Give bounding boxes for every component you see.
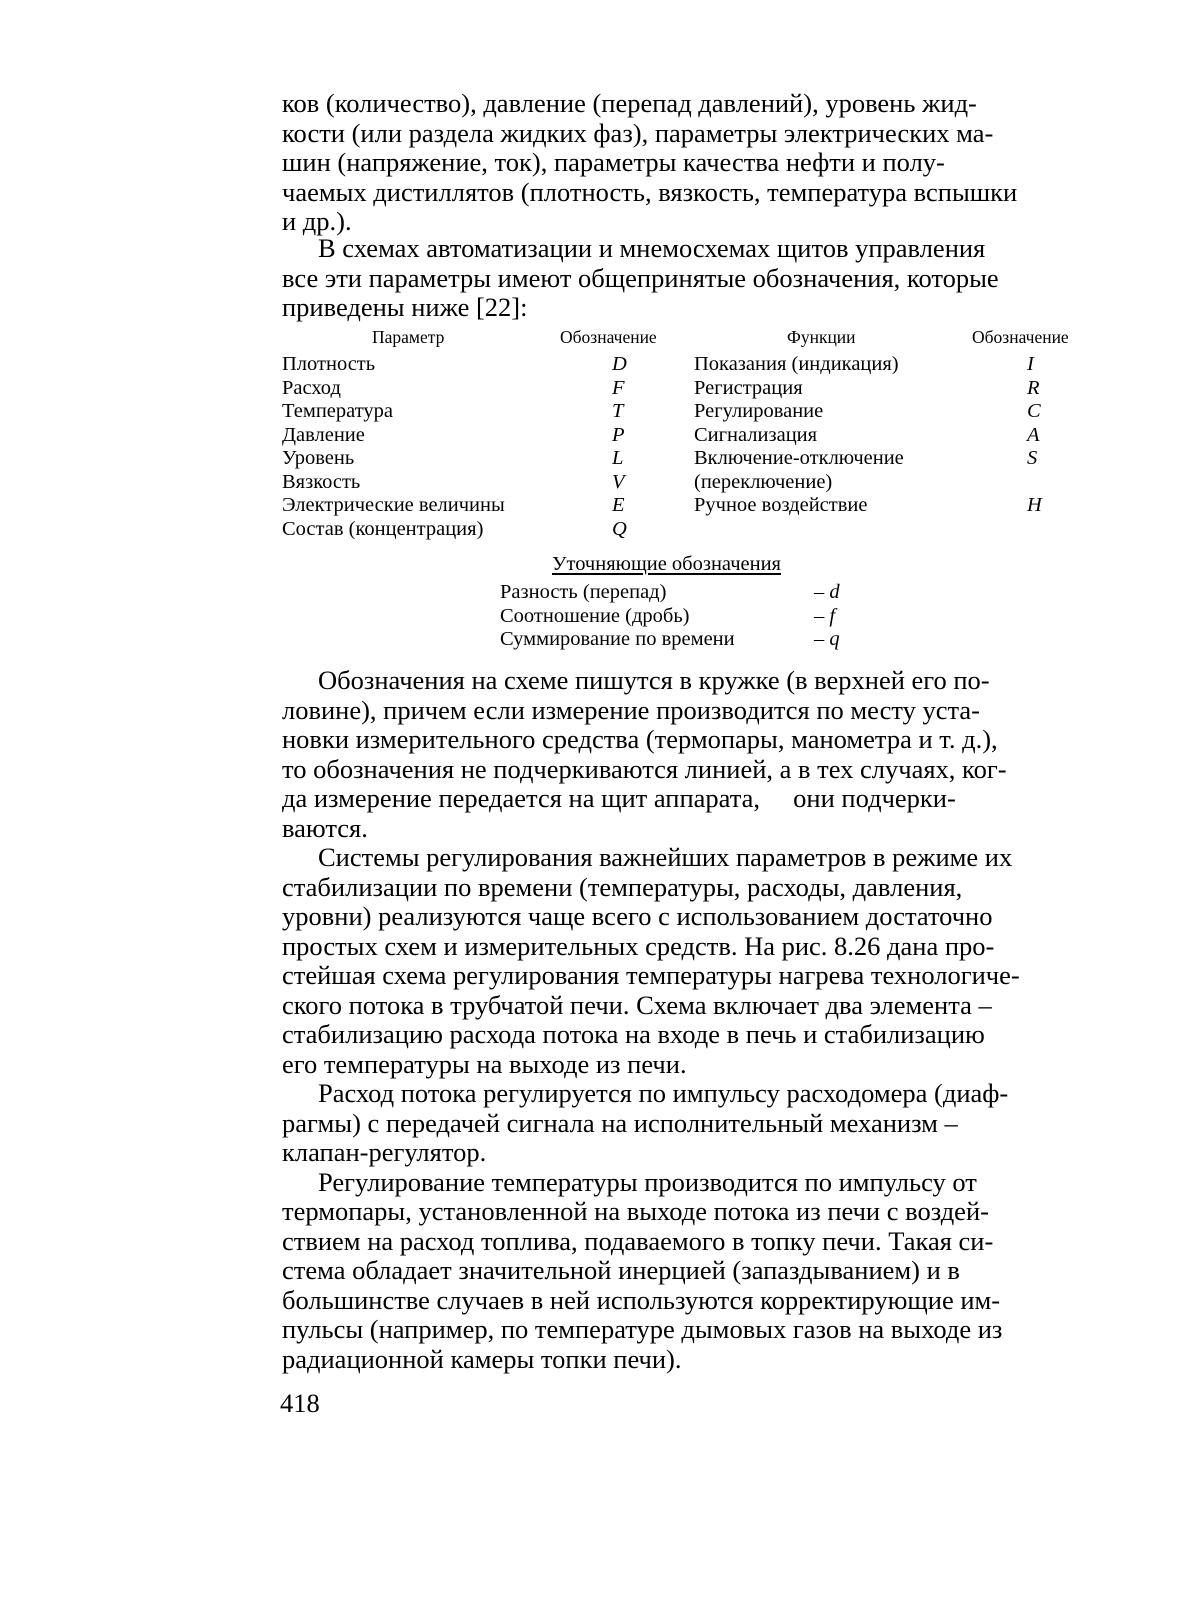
opening-paragraph	[282, 89, 1108, 237]
header-function-symbol: Обозначение	[972, 327, 1069, 347]
header-parameter: Параметр	[372, 327, 445, 347]
designation-table	[282, 326, 1108, 541]
text-line: стема обладает значительной инерцией (запаздыванием) и в	[282, 1255, 960, 1285]
text-line: стабилизации по времени (температуры, расходы, давления,	[282, 871, 963, 902]
text-line: ков (количество), давление (перепад давлений), уровень жид-	[282, 88, 977, 118]
table-row	[282, 400, 1108, 424]
text-line: уровни) реализуются чаще всего с использованием достаточно	[282, 901, 993, 931]
text-line: рагмы) с передачей сигнала на исполнительный механизм –	[282, 1107, 958, 1138]
function-symbol: I	[1027, 353, 1034, 375]
text-line: шин (напряжение, ток), параметры качества нефти и полу-	[282, 147, 945, 177]
text-line: клапан-регулятор.	[282, 1137, 487, 1167]
refining-symbol: – q	[814, 628, 840, 650]
text-line: пульсы (например, по температуре дымовых газов на выходе из	[282, 1314, 1003, 1344]
text-line: ловине), причем если измерение производится по месту уста-	[282, 694, 980, 725]
refining-label: Суммирование по времени	[500, 628, 735, 650]
function-name: Ручное воздействие	[694, 494, 868, 516]
table-header-row	[282, 326, 1108, 353]
text-line: большинстве случаев в ней используются корректирующие им-	[282, 1284, 1001, 1315]
table-row	[282, 471, 1108, 495]
table-row	[282, 518, 1108, 542]
function-symbol: H	[1027, 494, 1042, 516]
text-line: ствием на расход топлива, подаваемого в топку печи. Такая си-	[282, 1225, 994, 1256]
text-line: Системы регулирования важнейших параметров в режиме их	[318, 842, 1013, 872]
text-line: кости (или раздела жидких фаз), параметры электрических ма-	[282, 117, 994, 148]
parameter-name: Состав (концентрация)	[282, 517, 484, 540]
text-line: ваются.	[282, 812, 368, 843]
parameter-name: Температура	[282, 400, 393, 422]
function-name: (переключение)	[694, 470, 833, 493]
function-symbol: R	[1027, 376, 1040, 399]
parameter-name: Давление	[282, 423, 365, 446]
text-line: все эти параметры имеют общепринятые обозначения, которые	[282, 262, 999, 293]
parameter-symbol: D	[612, 353, 627, 375]
text-line: радиационной камеры топки печи).	[282, 1343, 682, 1374]
text-line: и др.).	[282, 206, 352, 236]
refining-label: Разность (перепад)	[500, 581, 667, 603]
parameter-symbol: P	[612, 423, 625, 446]
parameter-name: Электрические величины	[282, 494, 505, 516]
function-symbol: C	[1027, 400, 1041, 422]
function-name: Показания (индикация)	[694, 353, 899, 375]
parameter-name: Расход	[282, 376, 341, 399]
refining-symbol: – d	[814, 581, 840, 603]
text-line: то обозначения не подчеркиваются линией, а в тех случаях, ког-	[282, 753, 1007, 784]
function-name: Сигнализация	[694, 423, 818, 446]
text-line: В схемах автоматизации и мнемосхемах щитов управления	[318, 233, 986, 263]
text-line: Расход потока регулируется по импульсу расходомера (диаф-	[318, 1078, 1009, 1108]
parameter-name: Уровень	[282, 447, 355, 469]
parameter-symbol: F	[612, 376, 625, 399]
refining-title: Уточняющие обозначения	[552, 553, 781, 575]
intro-paragraph	[282, 234, 1108, 323]
table-row	[282, 424, 1108, 448]
text-line: приведены ниже [22]:	[282, 292, 528, 322]
function-name: Регистрация	[694, 376, 803, 399]
function-name: Регулирование	[694, 400, 824, 422]
header-parameter-symbol: Обозначение	[560, 327, 657, 347]
body-text	[282, 666, 1108, 1374]
refining-symbol: – f	[814, 604, 836, 627]
text-line: Регулирование температуры производится по импульсу от	[318, 1166, 977, 1197]
text-line: чаемых дистиллятов (плотность, вязкость, температура вспышки	[282, 176, 1018, 207]
parameter-name: Плотность	[282, 353, 376, 375]
header-functions: Функции	[787, 327, 856, 347]
parameter-name: Вязкость	[282, 470, 361, 493]
table-row	[282, 353, 1108, 377]
parameter-symbol: Q	[612, 517, 627, 540]
page-number: 418	[280, 1388, 320, 1418]
parameter-symbol: V	[612, 470, 625, 493]
parameter-symbol: L	[612, 447, 624, 469]
table-row	[282, 377, 1108, 401]
text-line: его температуры на выходе из печи.	[282, 1048, 687, 1079]
text-line: Обозначения на схеме пишутся в кружке (в верхней его по-	[318, 665, 990, 695]
text-line: да измерение передается на щит аппарата, они подчерки-	[282, 783, 956, 813]
function-symbol: A	[1027, 423, 1040, 446]
parameter-symbol: T	[612, 400, 624, 422]
text-line: новки измерительного средства (термопары, манометра и т. д.),	[282, 724, 998, 754]
text-line: стейшая схема регулирования температуры нагрева технологиче-	[282, 960, 1020, 990]
text-line: термопары, установленной на выходе потока из печи с воздей-	[282, 1196, 989, 1226]
table-row	[282, 447, 1108, 471]
refining-label: Соотношение (дробь)	[500, 604, 690, 627]
text-line: стабилизацию расхода потока на входе в печь и стабилизацию	[282, 1019, 985, 1049]
text-line: простых схем и измерительных средств. На рис. 8.26 дана про-	[282, 930, 995, 961]
function-symbol: S	[1027, 447, 1038, 469]
parameter-symbol: E	[612, 494, 625, 516]
table-row	[282, 494, 1108, 518]
text-line: ского потока в трубчатой печи. Схема включает два элемента –	[282, 989, 992, 1020]
function-name: Включение-отключение	[694, 447, 904, 469]
